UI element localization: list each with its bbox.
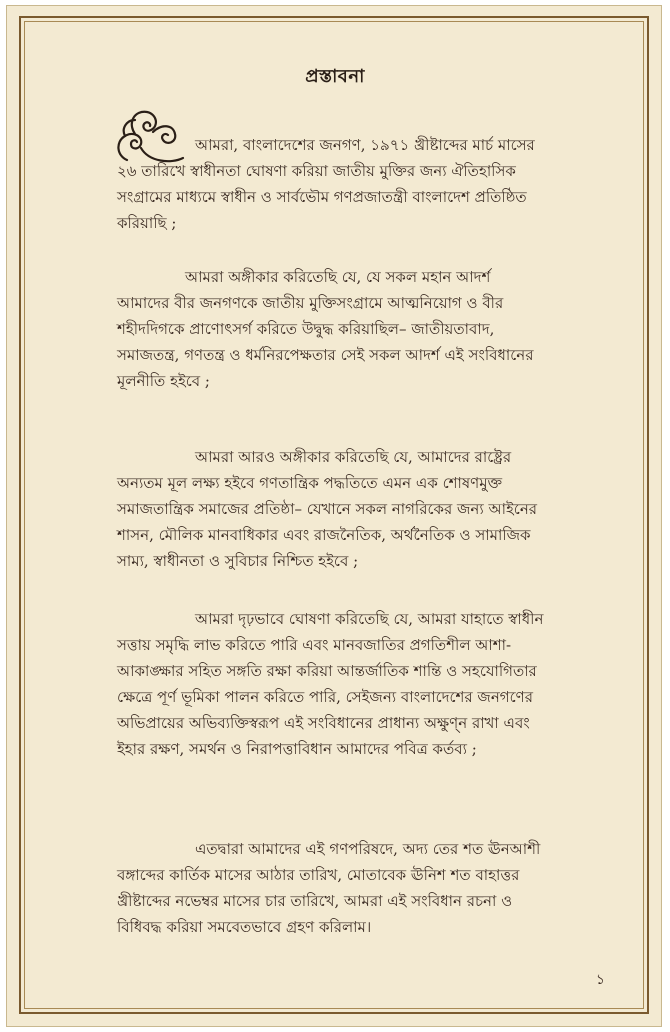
preamble-paragraph-2: আমরা অঙ্গীকার করিতেছি যে, যে সকল মহান আদর্শ আমাদের বীর জনগণকে জাতীয় মুক্তিসংগ্রামে আত্মনিয়োগ ও বীর শহীদদিগকে প্রাণোৎসর্গ করিতে উদ্বুদ্ধ করিয়াছিল– জাতীয়তাবাদ, সমাজতন্ত্র, গণতন্ত্র ও ধর্মনিরপেক্ষতার সেই সকল আদর্শ এই সংবিধানের মূলনীতি হইবে ; <box>117 268 534 390</box>
preamble-paragraph-5: এতদ্বারা আমাদের এই গণপরিষদে, অদ্য তের শত ঊনআশী বঙ্গাব্দের কার্তিক মাসের আঠার তারিখ, মোতাবেক ঊনিশ শত বাহাত্তর খ্রীষ্টাব্দের নভেম্বর মাসের চার তারিখে, আমরা এই সংবিধান রচনা ও বিধিবদ্ধ করিয়া সমবেতভাবে গ্রহণ করিলাম। <box>117 840 541 936</box>
page-number: ১ <box>595 972 605 988</box>
preamble-paragraph-4: আমরা দৃঢ়ভাবে ঘোষণা করিতেছি যে, আমরা যাহাতে স্বাধীন সত্তায় সমৃদ্ধি লাভ করিতে পারি এবং মানবজাতির প্রগতিশীল আশা-আকাঙ্ক্ষার সহিত সঙ্গতি রক্ষা করিয়া আন্তর্জাতিক শান্তি ও সহযোগিতার ক্ষেত্রে পূর্ণ ভূমিকা পালন করিতে পারি, সেইজন্য বাংলাদেশের জনগণের অভিপ্রায়ের অভিব্যক্তিস্বরূপ এই সংবিধানের প্রাধান্য অক্ষুণ্ন রাখা এবং ইহার রক্ষণ, সমর্থন ও নিরাপত্তাবিধান আমাদের পবিত্র কর্তব্য ; <box>117 610 544 758</box>
document-page <box>6 5 662 1027</box>
page-title: প্রস্তাবনা <box>305 66 365 87</box>
preamble-paragraph-1: আমরা, বাংলাদেশের জনগণ, ১৯৭১ খ্রীষ্টাব্দের মার্চ মাসের ২৬ তারিখে স্বাধীনতা ঘোষণা করিয়া জাতীয় মুক্তির জন্য ঐতিহাসিক সংগ্রামের মাধ্যমে স্বাধীন ও সার্বভৌম গণপ্রজাতন্ত্রী বাংলাদেশ প্রতিষ্ঠিত করিয়াছি ; <box>117 136 535 232</box>
preamble-paragraph-3: আমরা আরও অঙ্গীকার করিতেছি যে, আমাদের রাষ্ট্রের অন্যতম মূল লক্ষ্য হইবে গণতান্ত্রিক পদ্ধতিতে এমন এক শোষণমুক্ত সমাজতান্ত্রিক সমাজের প্রতিষ্ঠা– যেখানে সকল নাগরিকের জন্য আইনের শাসন, মৌলিক মানবাধিকার এবং রাজনৈতিক, অর্থনৈতিক ও সামাজিক সাম্য, স্বাধীনতা ও সুবিচার নিশ্চিত হইবে ; <box>117 448 538 570</box>
